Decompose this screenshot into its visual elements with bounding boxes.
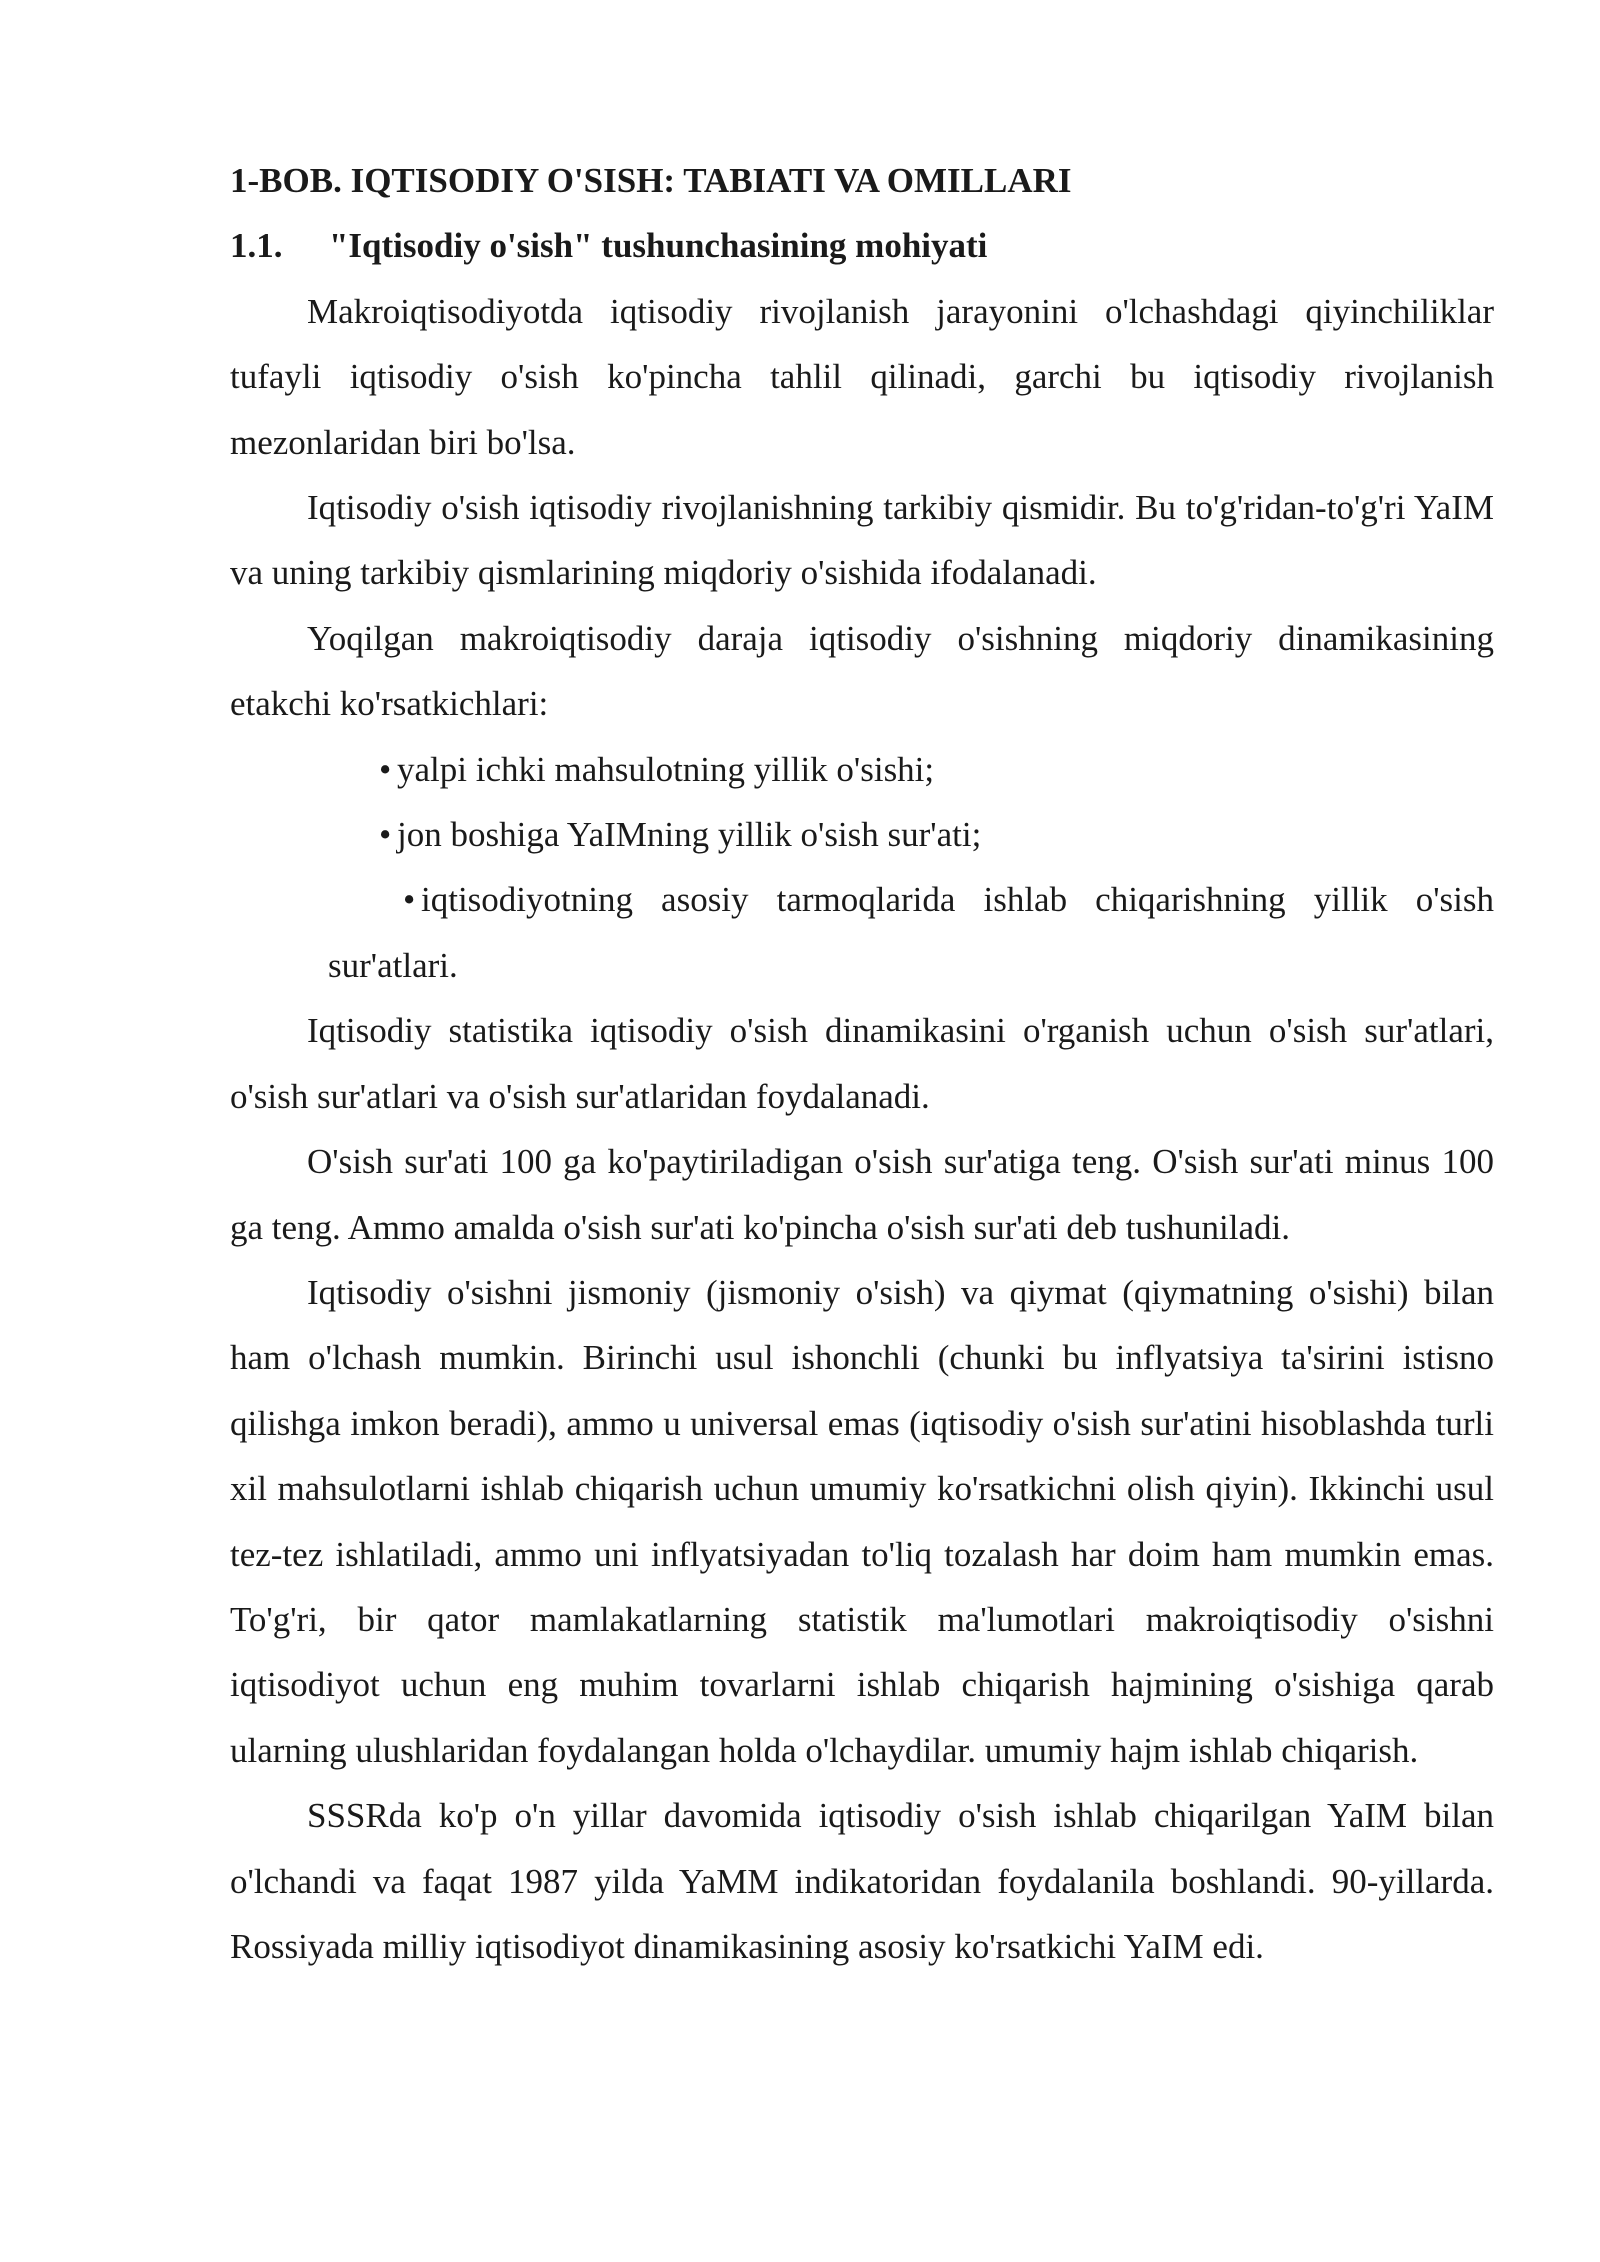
list-item	[230, 867, 1494, 998]
list-item-text: jon boshiga YaIMning yillik o'sish sur'ati;	[397, 815, 982, 855]
chapter-title: 1-BOB. IQTISODIY O'SISH: TABIATI VA OMILLARI	[230, 161, 1072, 200]
list-item	[230, 737, 1494, 802]
bullet-icon: •	[403, 880, 416, 920]
paragraph-5: O'sish sur'ati 100 ga ko'paytiriladigan o'sish sur'atiga teng. O'sish sur'ati minus 100 ga teng. Ammo amalda o'sish sur'ati ko'pincha o'sish sur'ati deb tushuniladi.	[230, 1142, 1494, 1247]
list-item-text: yalpi ichki mahsulotning yillik o'sishi;	[397, 749, 935, 789]
document-page	[230, 148, 1494, 1979]
section-number: 1.1.	[230, 226, 283, 266]
paragraph-7: SSSRda ko'p o'n yillar davomida iqtisodiy o'sish ishlab chiqarilgan YaIM bilan o'lchandi va faqat 1987 yilda YaMM indikatoridan foydalanila boshlandi. 90-yillarda. Rossiyada milliy iqtisodiyot dinamikasining asosiy ko'rsatkichi YaIM edi.	[230, 1796, 1494, 1966]
list-item-text: iqtisodiyotning asosiy tarmoqlarida ishlab chiqarishning yillik o'sish sur'atlari.	[328, 880, 1494, 985]
paragraph-2: Iqtisodiy o'sish iqtisodiy rivojlanishning tarkibiy qismidir. Bu to'g'ridan-to'g'ri YaIM va uning tarkibiy qismlarining miqdoriy o'sishida ifodalanadi.	[230, 488, 1494, 593]
indicator-list	[230, 737, 1494, 999]
section-heading	[230, 213, 1494, 278]
section-title: "Iqtisodiy o'sish" tushunchasining mohiyati	[329, 226, 988, 266]
bullet-icon: •	[379, 815, 392, 855]
paragraph-1: Makroiqtisodiyotda iqtisodiy rivojlanish jarayonini o'lchashdagi qiyinchiliklar tufayli iqtisodiy o'sish ko'pincha tahlil qilinadi, garchi bu iqtisodiy rivojlanish mezonlaridan biri bo'lsa.	[230, 291, 1494, 462]
paragraph-6: Iqtisodiy o'sishni jismoniy (jismoniy o'sish) va qiymat (qiymatning o'sishi) bilan ham o'lchash mumkin. Birinchi usul ishonchli (chunki bu inflyatsiya ta'sirini istisno qilishga imkon beradi), ammo u universal emas (iqtisodiy o'sish sur'atini hisoblashda turli xil mahsulotlarni ishlab chiqarish uchun umumiy ko'rsatkichni olish qiyin). Ikkinchi usul tez-tez ishlatiladi, ammo uni inflyatsiyadan to'liq tozalash har doim ham mumkin emas. To'g'ri, bir qator mamlakatlarning statistik ma'lumotlari makroiqtisodiy o'sishni iqtisodiyot uchun eng muhim tovarlarni ishlab chiqarish hajmining o'sishiga qarab ularning ulushlaridan foydalangan holda o'lchaydilar. umumiy hajm ishlab chiqarish.	[230, 1272, 1494, 1770]
paragraph-3: Yoqilgan makroiqtisodiy daraja iqtisodiy o'sishning miqdoriy dinamikasining etakchi ko'rsatkichlari:	[230, 618, 1494, 724]
paragraph-4: Iqtisodiy statistika iqtisodiy o'sish dinamikasini o'rganish uchun o'sish sur'atlari, o'sish sur'atlari va o'sish sur'atlaridan foydalanadi.	[230, 1011, 1494, 1116]
bullet-icon: •	[379, 749, 392, 789]
list-item	[230, 802, 1494, 867]
